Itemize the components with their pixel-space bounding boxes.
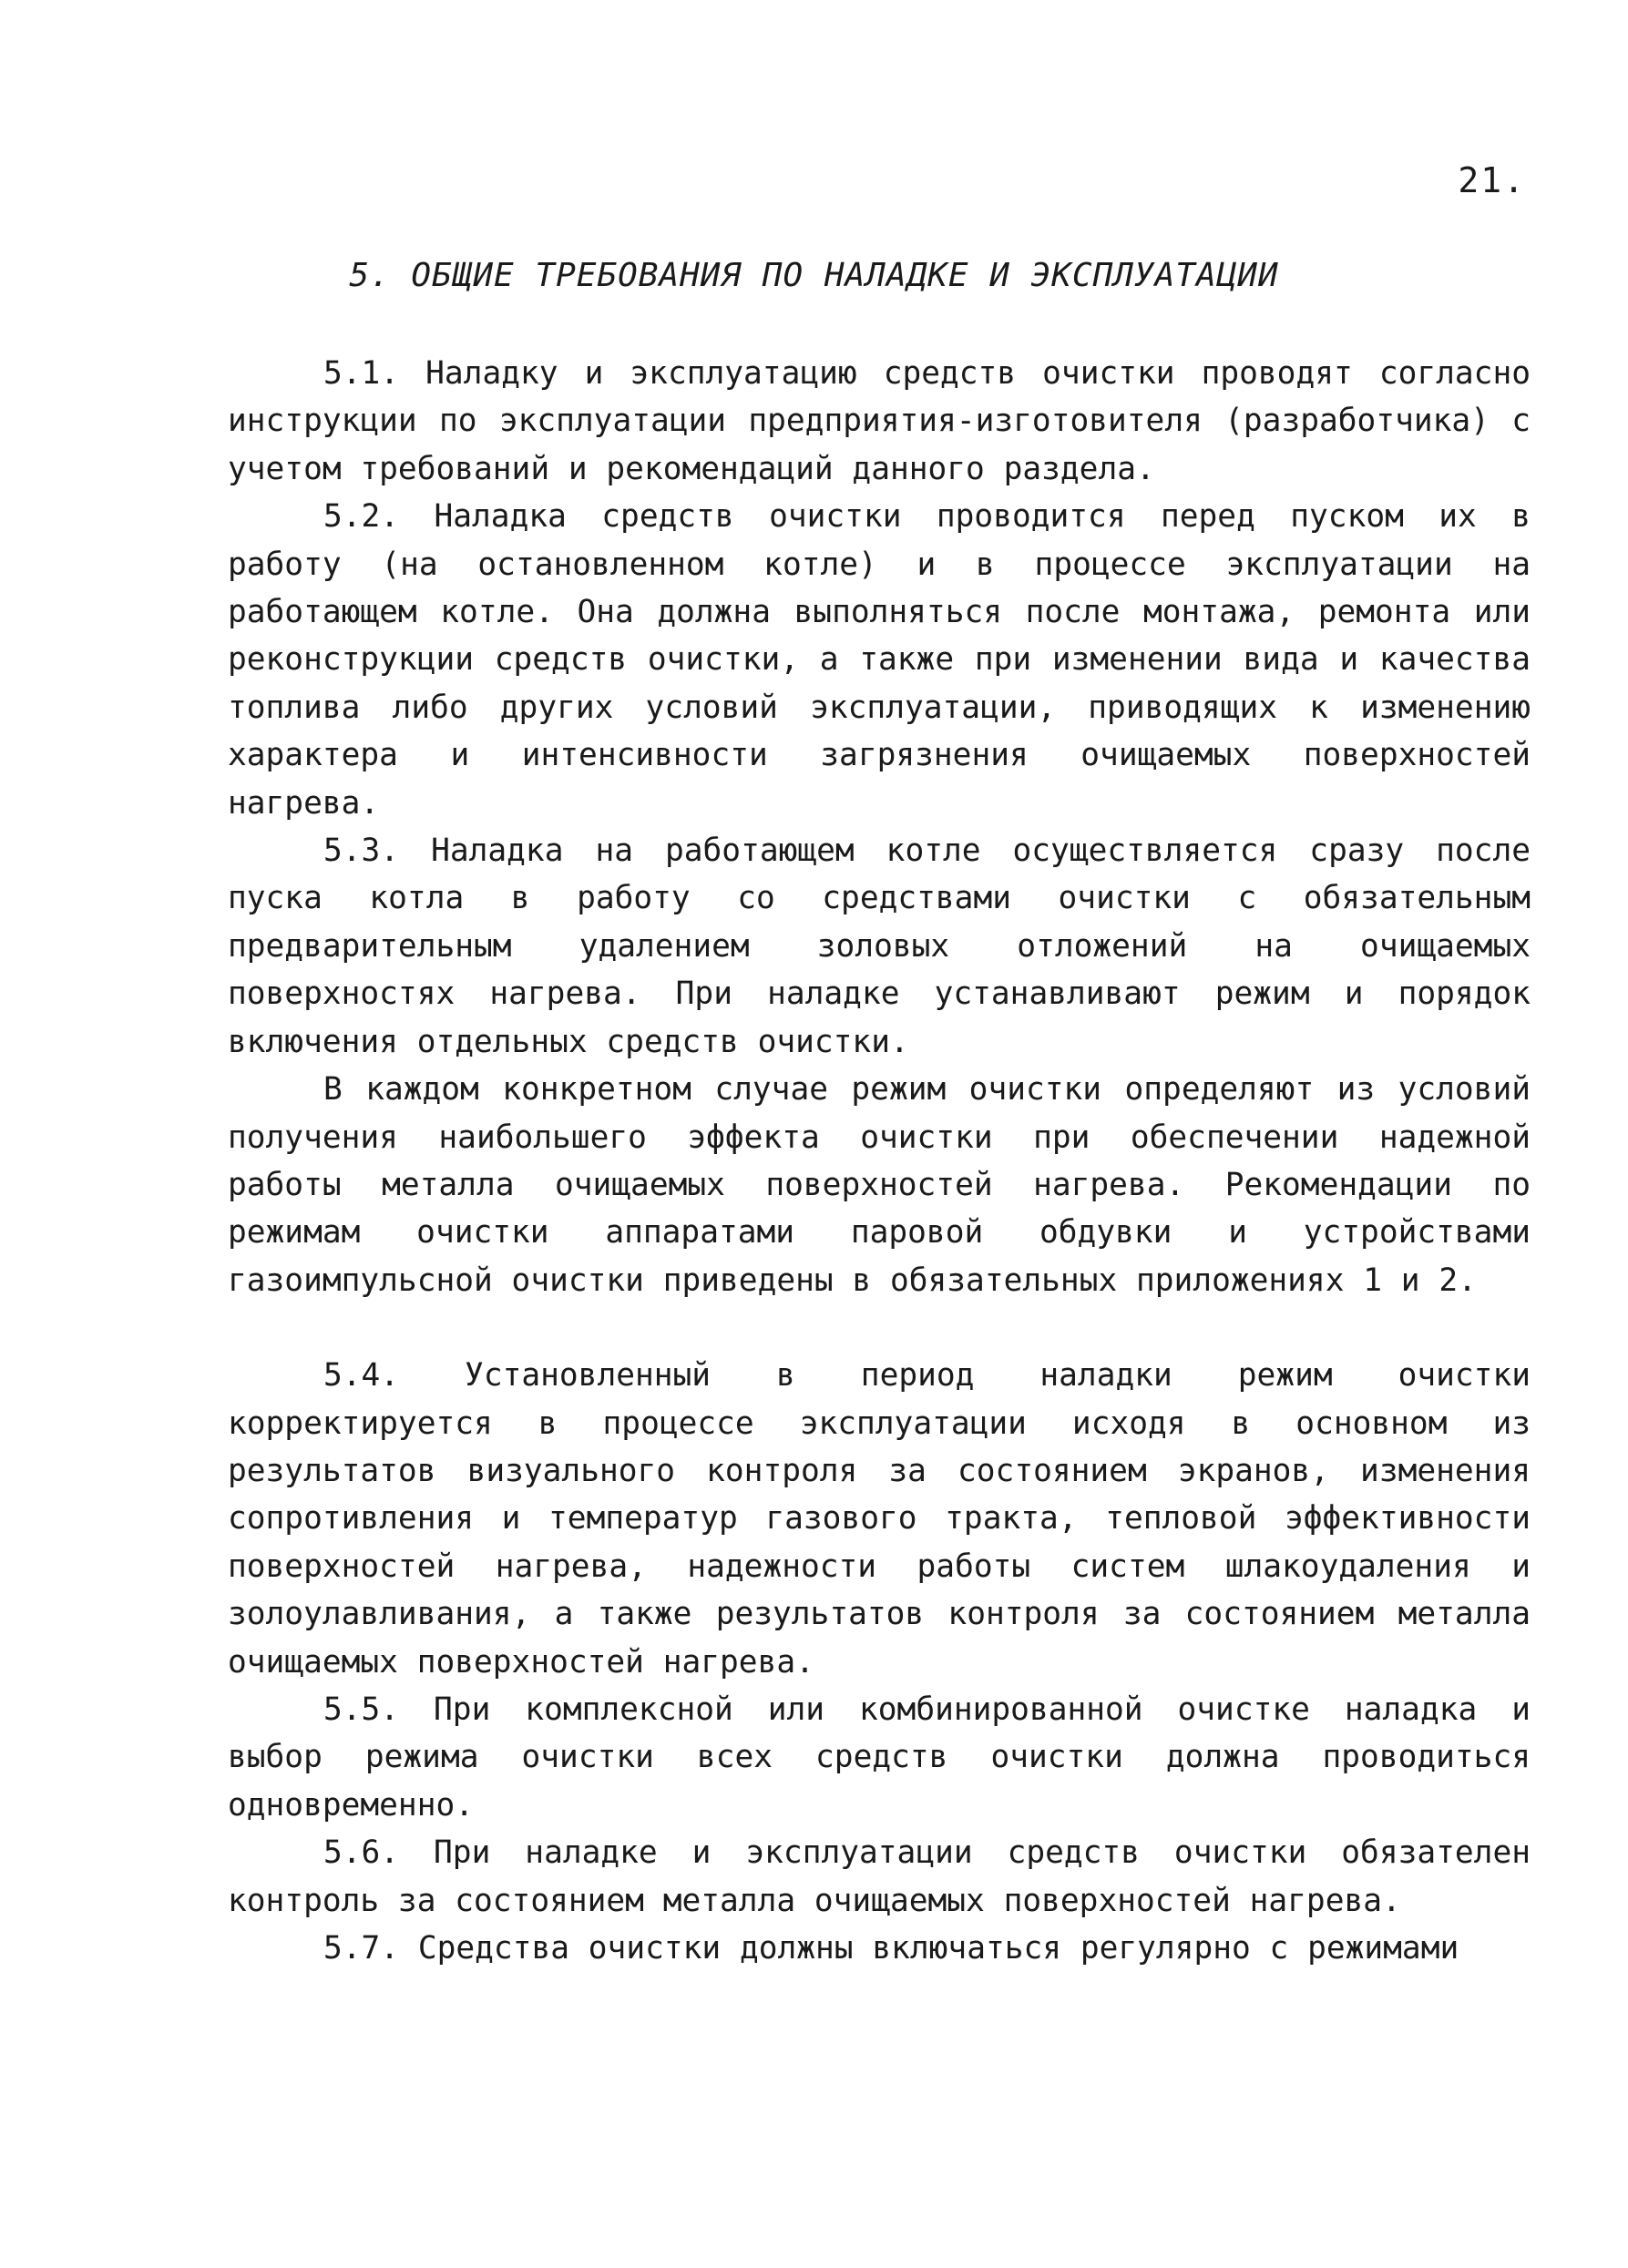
- paragraph-5-3: 5.3. Наладка на работающем котле осуществляется сразу после пуска котла в работу со средствами очистки с обязательным предварительным удалением золовых отложений на очищаемых поверхностях нагрева. При наладке устанавливают режим и порядок включения отдельных средств очистки.: [228, 833, 1531, 1060]
- paragraph-gap: [228, 1304, 1531, 1352]
- page-number: 21.: [1458, 160, 1526, 200]
- section-title: 5. ОБЩИЕ ТРЕБОВАНИЯ ПО НАЛАДКЕ И ЭКСПЛУАТАЦИИ: [349, 257, 1279, 294]
- paragraph-5-7: 5.7. Средства очистки должны включаться регулярно с режимами: [323, 1930, 1459, 1967]
- paragraph-5-6: 5.6. При наладке и эксплуатации средств очистки обязателен контроль за состоянием металла очищаемых поверхностей нагрева.: [228, 1834, 1531, 1919]
- paragraph-5-2: 5.2. Наладка средств очистки проводится перед пуском их в работу (на остановленном котле) и в процессе эксплуатации на работающем котле. Она должна выполняться после монтажа, ремонта или реконструкции средств очистки, а также при изменении вида и качества топлива либо других условий эксплуатации, приводящих к изменению характера и интенсивности загрязнения очищаемых поверхностей нагрева.: [228, 498, 1531, 822]
- document-body: [228, 350, 1531, 1972]
- paragraph-5-1: 5.1. Наладку и эксплуатацию средств очистки проводят согласно инструкции по эксплуатации предприятия-изготовителя (разработчика) с учетом требований и рекомендаций данного раздела.: [228, 355, 1531, 487]
- paragraph-5-5: 5.5. При комплексной или комбинированной очистке наладка и выбор режима очистки всех средств очистки должна проводиться одновременно.: [228, 1691, 1531, 1824]
- paragraph-5-4: 5.4. Установленный в период наладки режим очистки корректируется в процессе эксплуатации исходя в основном из результатов визуального контроля за состоянием экранов, изменения сопротивления и температур газового тракта, тепловой эффективности поверхностей нагрева, надежности работы систем шлакоудаления и золоулавливания, а также результатов контроля за состоянием металла очищаемых поверхностей нагрева.: [228, 1357, 1531, 1681]
- paragraph-5-3-continued: В каждом конкретном случае режим очистки определяют из условий получения наибольшего эффекта очистки при обеспечении надежной работы металла очищаемых поверхностей нагрева. Рекомендации по режимам очистки аппаратами паровой обдувки и устройствами газоимпульсной очистки приведены в обязательных приложениях 1 и 2.: [228, 1071, 1531, 1299]
